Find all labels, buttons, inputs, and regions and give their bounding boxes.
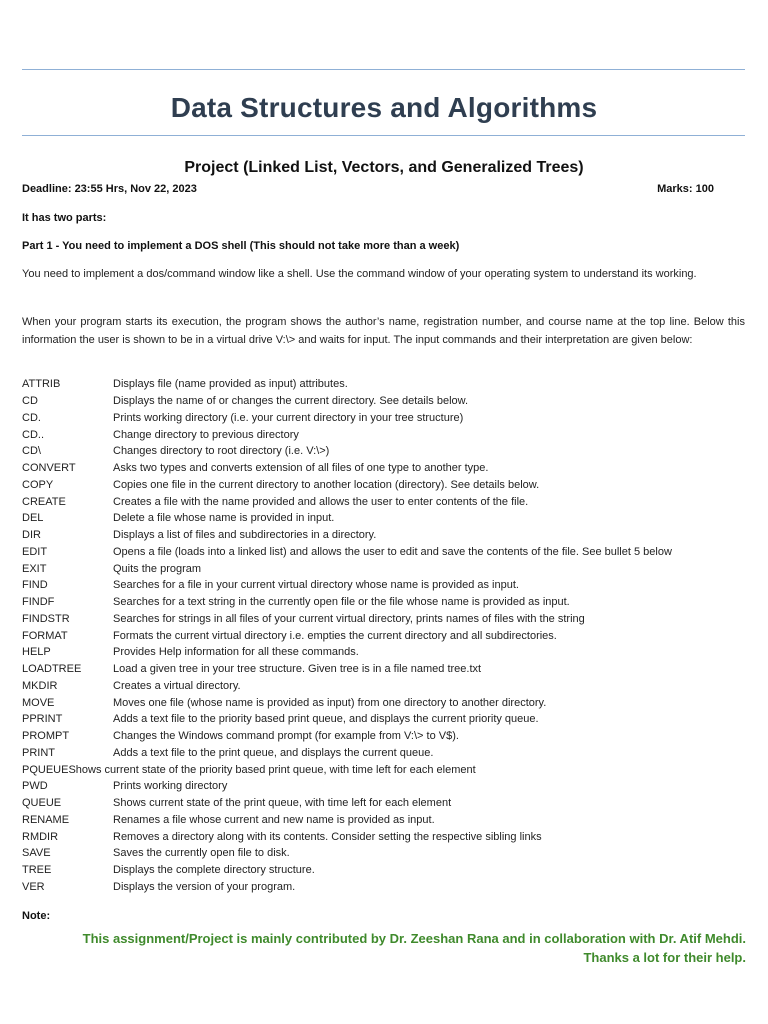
command-description: Quits the program (113, 562, 202, 575)
command-name: VER (22, 880, 45, 893)
command-description: Creates a virtual directory. (113, 679, 241, 692)
command-name: EDIT (22, 545, 48, 558)
command-row (22, 778, 745, 795)
command-name: FINDSTR (22, 612, 70, 625)
command-row (22, 577, 745, 594)
command-description: Prints working directory (113, 780, 228, 793)
command-description: Provides Help information for all these commands. (113, 646, 359, 659)
command-row (22, 862, 745, 879)
command-description: Load a given tree in your tree structure. Given tree is in a file named tree.txt (113, 663, 482, 676)
command-name: RMDIR (22, 830, 59, 843)
command-description: Shows current state of the print queue, with time left for each element (113, 797, 452, 810)
document-title: Data Structures and Algorithms (170, 92, 598, 123)
command-row (22, 745, 745, 762)
command-description: Adds a text file to the print queue, and displays the current queue. (113, 746, 434, 759)
command-name: CONVERT (22, 462, 76, 475)
command-description: Searches for a text string in the currently open file or the file whose name is provided as input. (113, 596, 570, 609)
command-row (22, 879, 745, 896)
command-description: Creates a file with the name provided and allows the user to enter contents of the file. (113, 495, 529, 508)
command-name: CD.. (22, 428, 44, 441)
command-row (22, 376, 745, 393)
command-description: Asks two types and converts extension of all files of one type to another type. (113, 462, 489, 475)
command-row (22, 761, 745, 778)
command-name: CD (22, 395, 38, 408)
command-description: Prints working directory (i.e. your current directory in your tree structure) (113, 411, 464, 424)
command-description: Formats the current virtual directory i.e. empties the current directory and all subdirectories. (113, 629, 557, 642)
command-row (22, 477, 745, 494)
command-name: CD\ (22, 445, 41, 458)
command-row (22, 812, 745, 829)
command-description: Delete a file whose name is provided in input. (113, 512, 335, 525)
command-row (22, 594, 745, 611)
command-row (22, 393, 745, 410)
command-name: HELP (22, 646, 51, 659)
command-row (22, 510, 745, 527)
note-label: Note: (22, 910, 51, 922)
command-description: Searches for strings in all files of your current virtual directory, prints names of files with the string (113, 612, 585, 625)
command-description: Moves one file (whose name is provided as input) from one directory to another directory. (113, 696, 547, 709)
command-row (22, 493, 745, 510)
command-description: Displays the complete directory structure. (113, 864, 315, 877)
command-name: QUEUE (22, 797, 62, 810)
command-name: FINDF (22, 596, 55, 609)
marks-text: Marks: 100 (657, 183, 714, 195)
command-list (22, 376, 745, 895)
command-name: DEL (22, 512, 44, 525)
command-name: PRINT (22, 746, 55, 759)
command-row (22, 661, 745, 678)
command-description: Displays file (name provided as input) attributes. (113, 378, 348, 391)
command-name: FORMAT (22, 629, 68, 642)
command-row (22, 678, 745, 695)
command-row (22, 611, 745, 628)
project-title: Project (Linked List, Vectors, and Generalized Trees) (184, 159, 584, 176)
command-description: Opens a file (loads into a linked list) and allows the user to edit and save the contents of the file. See bullet 5 below (113, 545, 672, 558)
command-description: Changes the Windows command prompt (for example from V:\> to V$). (113, 730, 459, 743)
command-row (22, 527, 745, 544)
command-row (22, 845, 745, 862)
command-name: CD. (22, 411, 41, 424)
part1-heading: Part 1 - You need to implement a DOS shell (This should not take more than a week) (22, 240, 460, 252)
command-name: EXIT (22, 562, 47, 575)
command-row (22, 460, 745, 477)
command-name: PROMPT (22, 730, 70, 743)
command-description: Adds a text file to the priority based print queue, and displays the current priority queue. (113, 713, 539, 726)
command-row (22, 711, 745, 728)
command-row (22, 544, 745, 561)
meta-row (22, 183, 714, 195)
deadline-text: Deadline: 23:55 Hrs, Nov 22, 2023 (22, 183, 197, 195)
title-divider (22, 135, 745, 136)
command-row (22, 443, 745, 460)
command-row (22, 828, 745, 845)
command-name: MKDIR (22, 679, 58, 692)
command-description: Change directory to previous directory (113, 428, 299, 441)
command-name: CREATE (22, 495, 66, 508)
command-name: SAVE (22, 847, 51, 860)
command-name: TREE (22, 864, 52, 877)
command-name: PQUEUE (22, 763, 69, 776)
command-row (22, 795, 745, 812)
command-name: PWD (22, 780, 48, 793)
command-description: Copies one file in the current directory to another location (directory). See details below. (113, 478, 540, 491)
command-name: MOVE (22, 696, 55, 709)
credit-line-2: Thanks a lot for their help. (583, 950, 746, 965)
command-name: PPRINT (22, 713, 63, 726)
command-row (22, 410, 745, 427)
command-row (22, 644, 745, 661)
command-name: FIND (22, 579, 48, 592)
command-name: COPY (22, 478, 54, 491)
command-description: Saves the currently open file to disk. (113, 847, 290, 860)
command-row (22, 728, 745, 745)
command-row (22, 426, 745, 443)
parts-intro: It has two parts: (22, 212, 107, 224)
command-name: ATTRIB (22, 378, 61, 391)
command-description: Changes directory to root directory (i.e. V:\>) (113, 445, 330, 458)
top-divider (22, 69, 745, 70)
command-description: Displays the name of or changes the current directory. See details below. (113, 395, 469, 408)
credit-line-1: This assignment/Project is mainly contributed by Dr. Zeeshan Rana and in collaboration with Dr. Atif Mehdi. (82, 931, 746, 946)
command-description: Displays a list of files and subdirectories in a directory. (113, 529, 377, 542)
intro-paragraph: You need to implement a dos/command window like a shell. Use the command window of your operating system to understand its working. (22, 268, 697, 280)
startup-paragraph: When your program starts its execution, the program shows the author’s name, registration number, and course name at the top line. Below this information the user is shown to be in a virtual drive V:\> and waits for input. The input commands and their interpretation are given below: (22, 316, 745, 346)
command-row (22, 627, 745, 644)
command-name: LOADTREE (22, 663, 82, 676)
command-row (22, 560, 745, 577)
command-description: Renames a file whose current and new name is provided as input. (113, 813, 435, 826)
command-name: RENAME (22, 813, 70, 826)
command-description: Displays the version of your program. (113, 880, 296, 893)
command-name: DIR (22, 529, 41, 542)
command-description: Removes a directory along with its contents. Consider setting the respective sibling links (113, 830, 542, 843)
command-description: Searches for a file in your current virtual directory whose name is provided as input. (113, 579, 519, 592)
command-row (22, 694, 745, 711)
command-description: Shows current state of the priority based print queue, with time left for each element (68, 763, 476, 776)
